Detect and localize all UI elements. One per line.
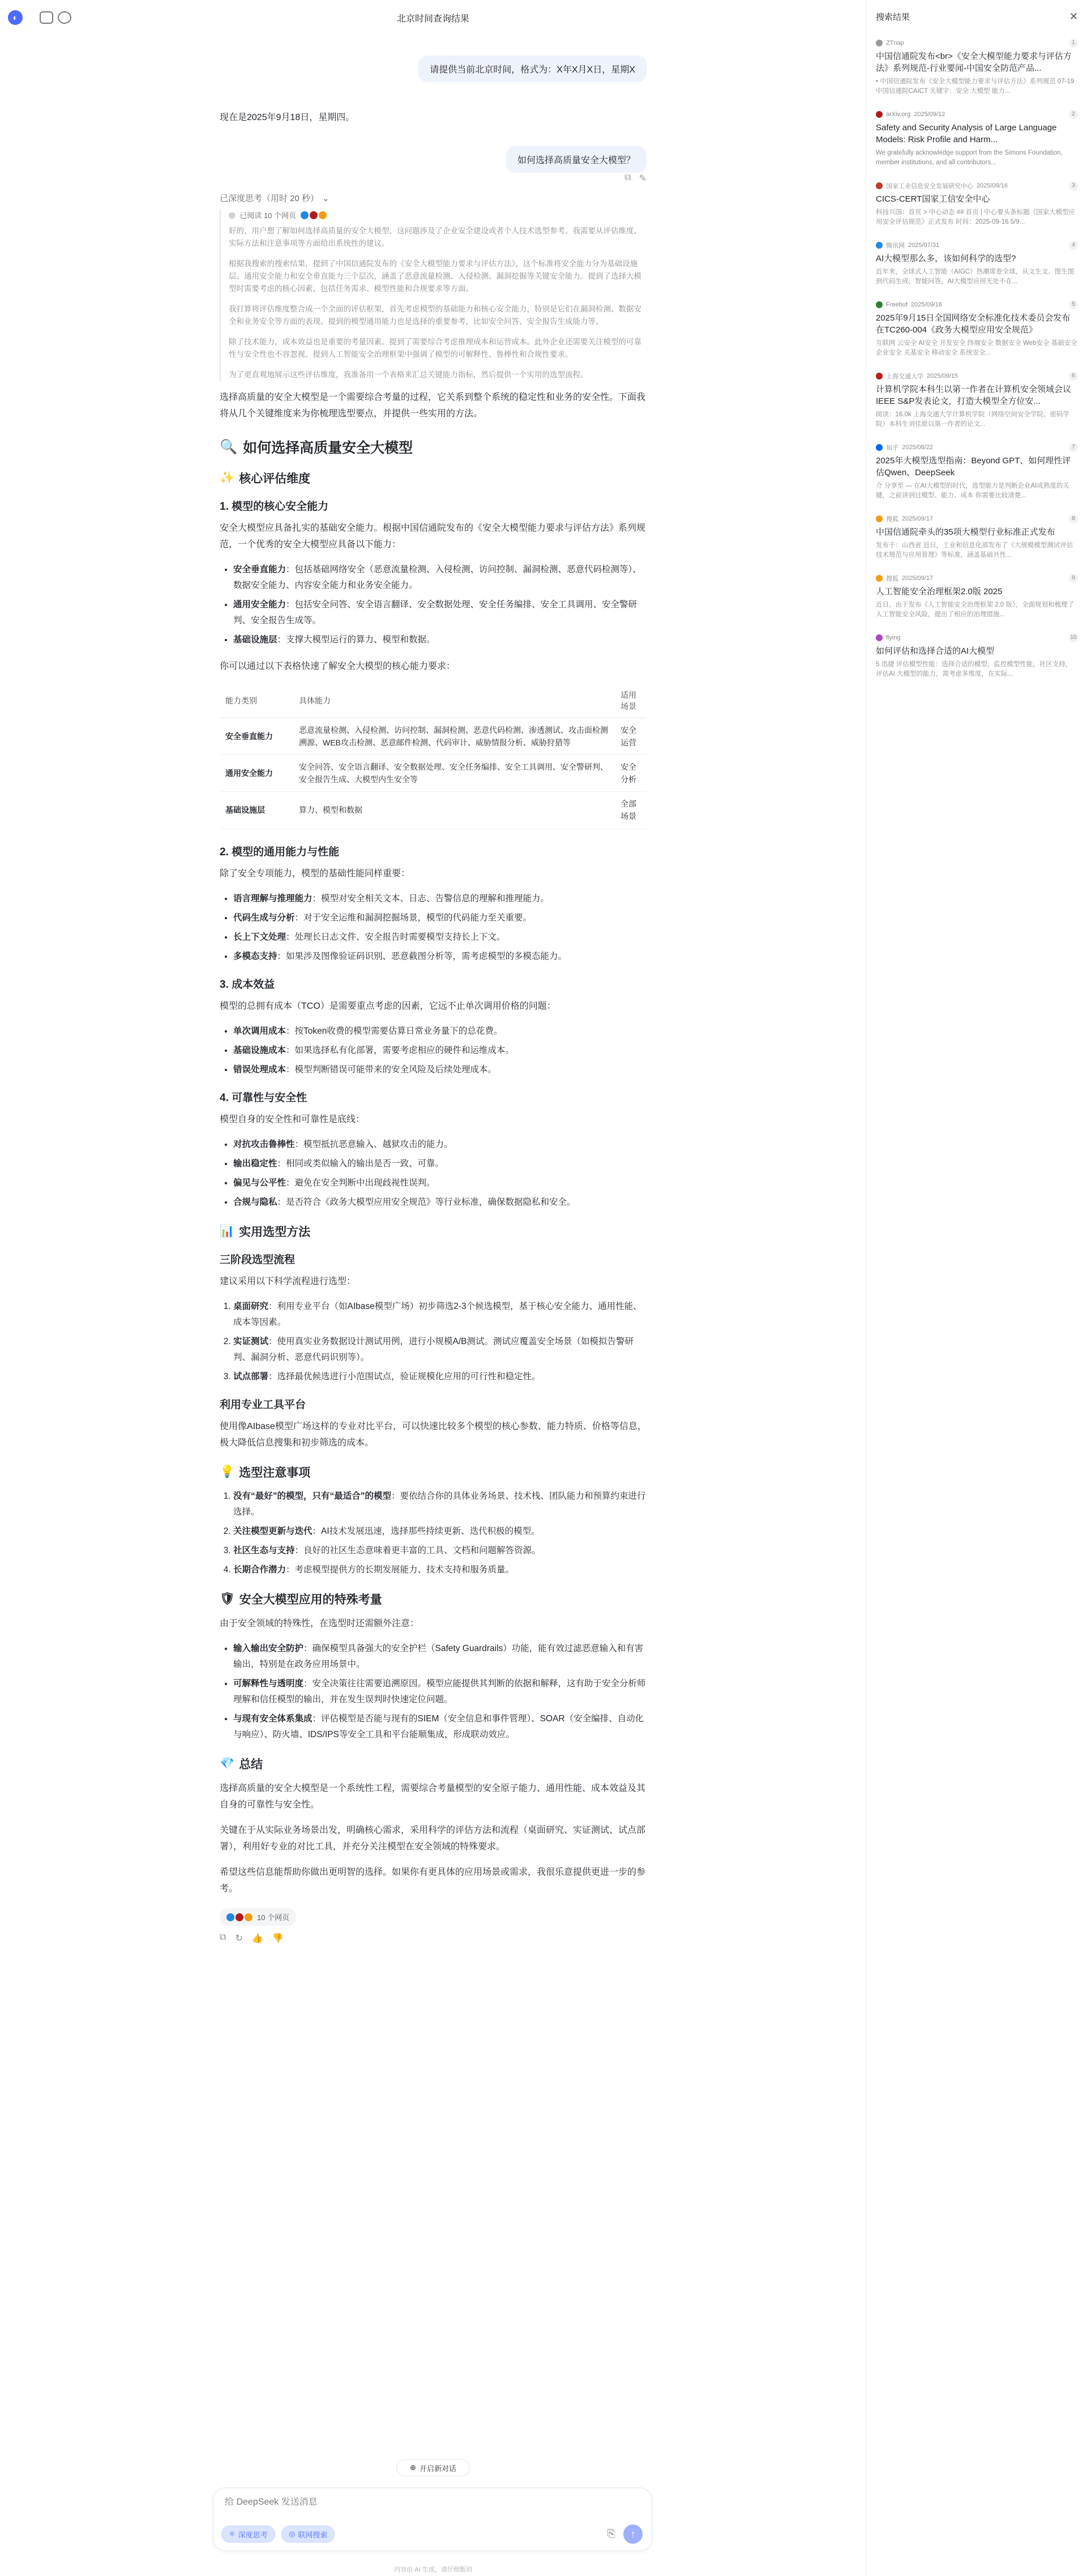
main-heading: 🔍 如何选择高质量安全大模型 xyxy=(220,438,413,456)
result-snippet: 科技兴国：首页 > 中心动态 ## 首页 | 中心要头条标题《国家大模型应用安全评估规范》正式发布 时间：2025-09-16 5/9... xyxy=(876,209,1076,225)
paragraph: 关键在于从实际业务场景出发，明确核心需求，采用科学的评估方法和流程（桌面研究、实证测试、试点部署），利用好专业的对比工具，并充分关注模型在安全领域的特殊要求。 xyxy=(220,1826,646,1852)
thinking-paragraph: 根据我搜索的搜索结果，提到了中国信通院发布的《安全大模型能力要求与评估方法》，这个标准将安全能力分为基础设施层、通用安全能力和安全垂直能力三个层次，涵盖了恶意流量检测、入侵检测、漏洞挖掘等关键安全能力。提到了选择大模型时需要考虑的核心因素，包括任务需求、模型性能和合规要求等方面。 xyxy=(229,259,641,293)
list-item-term: 通用安全能力 xyxy=(233,600,286,609)
site-favicon-icon xyxy=(876,634,883,641)
result-snippet: 阅读：16.0k 上海交通大学计算机学院（网络空间安全学院、密码学院）本科生刘佳原以第一作者的论文... xyxy=(876,411,1069,428)
site-favicon-icon xyxy=(876,444,883,451)
search-result-item[interactable] xyxy=(867,176,1087,235)
subsection-heading: 4. 可靠性与安全性 xyxy=(220,1092,307,1104)
result-site: arXiv.org xyxy=(886,111,911,118)
list-item xyxy=(233,1175,647,1191)
result-title[interactable]: Safety and Security Analysis of Large Language Models: Risk Profile and Harm... xyxy=(876,123,1057,144)
list-item-text: ：确保模型具备强大的安全护栏（Safety Guardrails）功能，能有效过滤恶意输入和有害输出，特别是在政务应用场景中。 xyxy=(233,1644,644,1669)
result-title[interactable]: 人工智能安全治理框架2.0版 2025 xyxy=(876,587,1003,596)
capability-table xyxy=(220,684,647,829)
list-item-term: 偏见与公平性 xyxy=(233,1178,286,1188)
magnifier-icon: 🔍 xyxy=(220,438,238,455)
list-item-text: ：模型抵抗恶意输入、越狱攻击的能力。 xyxy=(294,1140,453,1149)
section-heading: 📊 实用选型方法 xyxy=(220,1225,311,1239)
paragraph: 安全大模型应具备扎实的基础安全能力。根据中国信通院发布的《安全大模型能力要求与评估方法》系列规范，一个优秀的安全大模型应具备以下能力： xyxy=(220,523,646,549)
chat-thread xyxy=(220,35,647,1944)
search-result-item[interactable] xyxy=(867,366,1087,437)
subsection-heading: 2. 模型的通用能力与性能 xyxy=(220,846,340,858)
table-cell: 恶意流量检测、入侵检测、访问控制、漏洞检测、恶意代码检测、渗透测试、攻击面检测溯源、WEB攻击检测、恶意邮件检测、代码审计、威胁情报分析、威胁狩猎等 xyxy=(293,718,615,755)
table-cell: 通用安全能力 xyxy=(220,755,293,792)
list-item xyxy=(233,1137,647,1153)
list-item-term: 基础设施层 xyxy=(233,635,277,645)
list-item-term: 可解释性与透明度 xyxy=(233,1679,304,1688)
bullet-list xyxy=(233,1023,647,1078)
subsection-heading: 三阶段选型流程 xyxy=(220,1254,296,1266)
result-date: 2025/08/22 xyxy=(902,444,934,451)
user-message: 请提供当前北京时间，格式为：X年X月X日，星期X xyxy=(418,56,647,82)
regenerate-icon[interactable]: ↻ xyxy=(235,1934,243,1943)
copy-icon[interactable]: ⧉ xyxy=(624,173,631,182)
list-item-term: 输出稳定性 xyxy=(233,1159,277,1168)
atom-icon: ⚛ xyxy=(229,2530,236,2538)
sources-chip[interactable]: 10 个网页 xyxy=(220,1908,296,1926)
result-date: 2025/09/12 xyxy=(914,111,945,118)
list-item xyxy=(233,1334,647,1366)
result-snippet: 发布于：山西省 近日，工业和信息化部发布了《大规模模型测试评估技术规范与应用管理》等标准，涵盖基础共性... xyxy=(876,542,1073,558)
table-row xyxy=(220,755,647,792)
list-item-term: 合规与隐私 xyxy=(233,1197,277,1207)
list-item-text: ：良好的社区生态意味着更丰富的工具、文档和问题解答资源。 xyxy=(294,1546,541,1555)
list-item xyxy=(233,632,647,648)
thinking-content xyxy=(220,210,647,381)
result-title[interactable]: 如何评估和选择合适的AI大模型 xyxy=(876,646,995,656)
paragraph: 你可以通过以下表格快速了解安全大模型的核心能力要求： xyxy=(220,662,456,671)
result-index: 4 xyxy=(1069,241,1078,250)
paragraph: 模型的总拥有成本（TCO）是需要重点考虑的因素，它远不止单次调用价格的问题： xyxy=(220,1001,556,1011)
result-index: 1 xyxy=(1069,39,1078,48)
list-item-text: ：包括安全问答、安全语言翻译、安全数据处理、安全任务编排、安全工具调用、安全警研判、安全报告生成等。 xyxy=(233,600,637,625)
list-item xyxy=(233,1195,647,1210)
table-row xyxy=(220,718,647,755)
globe-icon: ◎ xyxy=(289,2530,296,2538)
list-item-text: ：相同或类似输入的输出是否一致、可靠。 xyxy=(277,1159,444,1168)
result-index: 5 xyxy=(1069,300,1078,309)
list-item-text: ：模型对安全相关文本、日志、告警信息的理解和推理能力。 xyxy=(312,894,550,903)
list-item-text: ：支撑大模型运行的算力、模型和数据。 xyxy=(277,635,435,645)
section-heading: 🛡 安全大模型应用的特殊考量 xyxy=(220,1592,382,1606)
list-item xyxy=(233,1062,647,1078)
list-item-text: ：对于安全运维和漏洞挖掘场景，模型的代码能力至关重要。 xyxy=(294,913,532,923)
list-item-text: ：处理长日志文件、安全报告时需要模型支持长上下文。 xyxy=(286,932,506,942)
result-meta xyxy=(876,443,1078,452)
result-index: 7 xyxy=(1069,443,1078,452)
list-item-term: 基础设施成本 xyxy=(233,1046,286,1055)
source-favicons xyxy=(301,211,327,219)
result-meta xyxy=(876,39,1078,48)
result-meta xyxy=(876,514,1078,523)
result-site: flying xyxy=(886,634,901,641)
result-meta xyxy=(876,110,1078,119)
list-item-text: ：利用专业平台（如AIbase模型广场）初步筛选2-3个候选模型，基于核心安全能力、通用性能、成本等因素。 xyxy=(233,1302,642,1327)
answer-actions xyxy=(220,1933,647,1944)
list-item-text: ：选择最优候选进行小范围试点，验证规模化应用的可行性和稳定性。 xyxy=(268,1372,541,1381)
web-search-toggle[interactable]: ◎ 联网搜索 xyxy=(281,2526,335,2543)
search-result-item[interactable] xyxy=(867,509,1087,568)
list-item xyxy=(233,1711,647,1743)
site-favicon-icon xyxy=(876,373,883,379)
thumbs-up-icon[interactable]: 👍 xyxy=(251,1934,263,1943)
list-item-term: 社区生态与支持 xyxy=(233,1546,295,1555)
list-item xyxy=(233,1043,647,1059)
result-title[interactable]: AI大模型那么多，该如何科学的选型? xyxy=(876,254,1016,263)
result-snippet: 介 分享至 — 在AI大模型的时代，选型能力是判断企业AI成熟度的关键，之前讲到过模型、能力、成本 你需要比较清楚... xyxy=(876,483,1069,499)
result-site: Freebuf xyxy=(886,301,908,308)
result-date: 2025/09/17 xyxy=(902,575,934,582)
new-conversation-button[interactable]: ⊕ 开启新对话 xyxy=(396,2459,470,2476)
result-index: 9 xyxy=(1069,574,1078,583)
result-meta xyxy=(876,574,1078,583)
thinking-paragraph: 我打算将评估维度整合成一个全面的评估框架，首先考虑模型的基础能力和核心安全能力，特别是它们在漏洞检测、数据安全和业务安全等方面的表现。提到的模型通用能力也是选择的重要参考，比如安全问答、安全报告生成能力等。 xyxy=(229,305,641,326)
list-item xyxy=(233,1299,647,1330)
list-item-text: ：模型判断错误可能带来的安全风险及后续处理成本。 xyxy=(286,1065,497,1074)
list-item xyxy=(233,597,647,629)
arrow-up-icon: ↑ xyxy=(630,2528,636,2540)
table-row xyxy=(220,792,647,829)
message-actions xyxy=(220,173,647,184)
chat-plus-icon: ⊕ xyxy=(410,2463,416,2472)
list-item xyxy=(233,1023,647,1039)
send-button[interactable] xyxy=(623,2524,643,2544)
paragraph: 希望这些信息能帮助你做出更明智的选择。如果你有更具体的应用场景或需求，我很乐意提供更进一步的参考。 xyxy=(220,1867,646,1893)
site-favicon-icon xyxy=(876,575,883,582)
list-item-text: ：避免在安全判断中出现歧视性误判。 xyxy=(286,1178,435,1188)
result-meta xyxy=(876,300,1078,309)
result-snippet: 5 迅捷 评估模型性能：选择合适的模型，监控模型性能，社区支持，评估AI 大模型的能力，需考虑多维度，在实际... xyxy=(876,661,1072,677)
list-item-text: ：安全决策往往需要追溯原因。模型应能提供其判断的依据和解释，这有助于安全分析师理解和信任模型的输出，并在发生误判时快速定位问题。 xyxy=(233,1679,646,1704)
list-item-text: ：使用真实业务数据设计测试用例，进行小规模A/B测试。测试应覆盖安全场景（如模拟告警研判、漏洞分析、恶意代码识别等）。 xyxy=(233,1337,634,1362)
search-result-item[interactable] xyxy=(867,437,1087,509)
table-header: 适用场景 xyxy=(615,684,647,718)
result-snippet: 近日，由于发布《人工智能安全治理框架 2.0 版》，全面规划和梳理了人工智能安全风险，提出了相应的治理措施... xyxy=(876,602,1075,618)
result-title[interactable]: 2025年大模型选型指南：Beyond GPT、如何理性评估Qwen、DeepSeek xyxy=(876,456,1071,477)
shield-icon: 🛡 xyxy=(220,1592,235,1605)
table-cell: 安全垂直能力 xyxy=(220,718,293,755)
subsection-heading: 1. 模型的核心安全能力 xyxy=(220,501,329,513)
list-item xyxy=(233,1676,647,1708)
table-header: 具体能力 xyxy=(293,684,615,718)
table-cell: 全部场景 xyxy=(615,792,647,829)
conversation-title: 北京时间查询结果 xyxy=(396,14,469,24)
result-site: 搜狐 xyxy=(886,516,898,523)
lightbulb-icon: 💡 xyxy=(220,1465,235,1478)
result-index: 8 xyxy=(1069,514,1078,523)
section-heading: ✨ 核心评估维度 xyxy=(220,471,311,485)
result-title[interactable]: CICS-CERT国家工信安全中心 xyxy=(876,194,990,204)
list-item xyxy=(233,891,647,907)
numbered-list xyxy=(233,1299,647,1385)
paperclip-icon[interactable]: ⎘ xyxy=(607,2528,615,2539)
result-snippet: We gratefully acknowledge support from the Simons Foundation, member institutions, and all contributors... xyxy=(876,150,1063,166)
bullet-list xyxy=(233,891,647,965)
table-cell: 安全问答、安全语言翻译、安全数据处理、安全任务编排、安全工具调用、安全警研判、安全报告生成、大模型内生安全等 xyxy=(293,755,615,792)
message-input[interactable] xyxy=(225,2497,621,2507)
edit-icon[interactable]: ✎ xyxy=(639,174,647,184)
chevron-down-icon: ⌄ xyxy=(322,193,329,203)
list-item-term: 代码生成与分析 xyxy=(233,913,295,923)
list-item xyxy=(233,562,647,594)
list-item xyxy=(233,1369,647,1385)
thinking-label: 已深度思考（用时 20 秒） xyxy=(220,194,319,203)
result-meta xyxy=(876,181,1078,190)
chart-icon: 📊 xyxy=(220,1225,235,1238)
user-message: 如何选择高质量安全大模型？ xyxy=(506,146,647,173)
ai-disclaimer: 内容由 AI 生成，请仔细甄别 xyxy=(394,2566,472,2573)
result-site: 知乎 xyxy=(886,445,898,451)
list-item-term: 关注模型更新与迭代 xyxy=(233,1526,313,1536)
list-item-term: 错误处理成本 xyxy=(233,1065,286,1074)
result-title[interactable]: 计算机学院本科生以第一作者在计算机安全领域会议IEEE S&P发表论文，打造大模型全方位安... xyxy=(876,385,1072,406)
list-item-term: 安全垂直能力 xyxy=(233,565,286,574)
sparkle-icon: ✨ xyxy=(220,471,235,484)
result-site: 国家工业信息安全发展研究中心 xyxy=(886,183,973,190)
result-meta xyxy=(876,633,1078,642)
assistant-answer: 现在是2025年9月18日，星期四。 xyxy=(220,113,355,122)
list-item-term: 输入输出安全防护 xyxy=(233,1644,304,1653)
list-item-term: 没有“最好”的模型，只有“最适合”的模型 xyxy=(233,1491,392,1501)
table-cell: 安全分析 xyxy=(615,755,647,792)
result-title[interactable]: 中国信通院发布<br>《安全大模型能力要求与评估方法》系列规范-行业要闻-中国安全防范产品... xyxy=(876,52,1072,73)
site-favicon-icon xyxy=(876,242,883,249)
search-results-panel xyxy=(866,0,1087,2576)
list-item-term: 实证测试 xyxy=(233,1337,269,1346)
section-heading: 💎 总结 xyxy=(220,1757,263,1771)
close-icon[interactable]: ✕ xyxy=(1069,10,1078,22)
paragraph: 除了安全专项能力，模型的基础性能同样重要： xyxy=(220,869,410,878)
numbered-list xyxy=(233,1489,647,1578)
source-favicons xyxy=(226,1913,253,1921)
list-item-text: ：如果涉及图像验证码识别、恶意截图分析等，需考虑模型的多模态能力。 xyxy=(277,952,567,961)
result-date: 2025/09/16 xyxy=(910,301,942,308)
result-meta xyxy=(876,372,1078,381)
result-meta xyxy=(876,241,1078,250)
search-result-item[interactable] xyxy=(867,568,1087,628)
list-item xyxy=(233,929,647,945)
message-composer xyxy=(213,2488,652,2551)
copy-icon[interactable]: ⧉ xyxy=(220,1933,226,1942)
result-site: 搜狐 xyxy=(886,575,898,582)
result-date: 2025/09/16 xyxy=(977,182,1008,189)
result-snippet: 近年来，全球式人工智能（AIGC）热潮席卷全球，从文生文、图生图到代码生成、智能问答，AI大模型应用无处不在... xyxy=(876,268,1075,285)
top-bar xyxy=(0,0,866,35)
list-item xyxy=(233,949,647,965)
bullet-list xyxy=(233,562,647,648)
site-favicon-icon xyxy=(876,111,883,118)
list-item-term: 单次调用成本 xyxy=(233,1026,286,1036)
list-item xyxy=(233,1156,647,1172)
list-item-term: 多模态支持 xyxy=(233,952,277,961)
result-date: 2025/09/15 xyxy=(927,373,958,379)
search-summary[interactable]: ◎ 已阅读 10 个网页 xyxy=(229,210,647,220)
result-date: 2025/09/17 xyxy=(902,515,934,522)
result-site: 上海交通大学 xyxy=(886,373,923,380)
result-index: 3 xyxy=(1069,181,1078,190)
thinking-paragraph: 好的，用户想了解如何选择高质量的安全大模型。这问题涉及了企业安全建设或者个人技术选型参考。我需要从评估维度、实际方法和注意事项等方面给出系统性的建议。 xyxy=(229,227,641,248)
list-item-text: ：要依结合你的具体业务场景、技术栈、团队能力和预算约束进行选择。 xyxy=(233,1491,646,1517)
result-title[interactable]: 2025年9月15日全国网络安全标准化技术委员会发布在TC260-004《政务大模型应用安全规范》 xyxy=(876,313,1071,335)
list-item-text: ：考虑模型提供方的长期发展能力、技术支持和服务质量。 xyxy=(286,1565,515,1575)
list-item-text: ：AI技术发展迅速，选择那些持续更新、迭代积极的模型。 xyxy=(312,1526,540,1536)
thumbs-down-icon[interactable]: 👎 xyxy=(272,1934,284,1943)
paragraph: 由于安全领域的特殊性，在选型时还需额外注意： xyxy=(220,1619,420,1628)
result-snippet: • 中国信通院发布《安全大模型能力要求与评估方法》系列规范 07-19 中国信通院CAICT 关键字：安全 大模型 能力... xyxy=(876,78,1075,95)
list-item-term: 长期合作潜力 xyxy=(233,1565,286,1575)
result-site: 腾讯网 xyxy=(886,242,905,249)
list-item-term: 桌面研究 xyxy=(233,1302,269,1311)
list-item-text: ：是否符合《政务大模型应用安全规范》等行业标准，确保数据隐私和安全。 xyxy=(277,1197,576,1207)
list-item xyxy=(233,1489,647,1520)
diamond-icon: 💎 xyxy=(220,1757,235,1770)
search-result-item[interactable] xyxy=(867,628,1087,687)
search-result-item[interactable] xyxy=(867,104,1087,176)
list-item-text: ：评估模型是否能与现有的SIEM（安全信息和事件管理）、SOAR（安全编排、自动化与响应）、防火墙、IDS/IPS等安全工具和平台能顺集成，形成联动效应。 xyxy=(233,1714,644,1739)
list-item-term: 长上下文处理 xyxy=(233,932,286,942)
deep-think-toggle[interactable]: ⚛ 深度思考 xyxy=(221,2526,275,2543)
section-heading: 💡 选型注意事项 xyxy=(220,1465,311,1479)
deepseek-logo-icon[interactable]: ◐ xyxy=(8,10,23,25)
result-snippet: 互联网 云安全 AI安全 开发安全 终端安全 数据安全 Web安全 基础安全 企业安全 关基安全 移动安全 系统安全... xyxy=(876,340,1077,356)
table-cell: 算力、模型和数据 xyxy=(293,792,615,829)
intro-paragraph: 选择高质量的安全大模型是一个需要综合考量的过程，它关系到整个系统的稳定性和业务的安全性。下面我将从几个关键维度来为你梳理选型要点，并提供一些实用的方法。 xyxy=(220,393,646,419)
list-item-text: ：按Token收费的模型需要估算日常业务量下的总花费。 xyxy=(286,1026,503,1036)
result-date: 2025/07/31 xyxy=(908,242,940,249)
list-item xyxy=(233,910,647,926)
subsection-heading: 利用专业工具平台 xyxy=(220,1399,306,1411)
result-index: 2 xyxy=(1069,110,1078,119)
site-favicon-icon xyxy=(876,40,883,46)
list-item xyxy=(233,1543,647,1559)
site-favicon-icon xyxy=(876,301,883,308)
thinking-paragraph: 除了技术能力，成本效益也是重要的考量因素。提到了需要综合考虑推理成本和运营成本。此外企业还需要关注模型的可靠性与安全性也不容忽视。提到人工智能安全治理框架中强调了模型的可解释性、鲁棒性和合规性要求。 xyxy=(229,338,641,359)
search-result-item[interactable] xyxy=(867,295,1087,366)
list-item xyxy=(233,1524,647,1539)
result-site: ZTnap xyxy=(886,40,904,46)
result-index: 10 xyxy=(1069,633,1078,642)
paragraph: 选择高质量的安全大模型是一个系统性工程，需要综合考量模型的安全原子能力、通用性能、成本效益及其自身的可靠性与安全性。 xyxy=(220,1784,646,1810)
paragraph: 使用像AIbase模型广场这样的专业对比平台，可以快速比较多个模型的核心参数、能力特质、价格等信息，极大降低信息搜集和初步筛选的成本。 xyxy=(220,1422,647,1448)
paragraph: 模型自身的安全性和可靠性是底线： xyxy=(220,1115,365,1124)
list-item-term: 对抗攻击鲁棒性 xyxy=(233,1140,295,1149)
result-index: 6 xyxy=(1069,372,1078,381)
search-result-item[interactable] xyxy=(867,235,1087,295)
result-title[interactable]: 中国信通院牵头的35项大模型行业标准正式发布 xyxy=(876,527,1055,537)
subsection-heading: 3. 成本效益 xyxy=(220,979,275,991)
list-item-term: 与现有安全体系集成 xyxy=(233,1714,313,1724)
table-cell: 安全运营 xyxy=(615,718,647,755)
list-item-term: 试点部署 xyxy=(233,1372,269,1381)
thinking-paragraph: 为了更直观地展示这些评估维度，我准备用一个表格来汇总关键能力指标，然后提供一个实用的选型流程。 xyxy=(229,370,588,379)
site-favicon-icon xyxy=(876,515,883,522)
panel-title: 搜索结果 xyxy=(876,12,910,22)
bullet-list xyxy=(233,1137,647,1210)
list-item-text: ：包括基础网络安全（恶意流量检测、入侵检测、访问控制、漏洞检测、恶意代码检测等）、数据安全能力、内容安全能力和业务安全能力。 xyxy=(233,565,641,590)
paragraph: 建议采用以下科学流程进行选型： xyxy=(220,1277,356,1286)
table-header: 能力类别 xyxy=(220,684,293,718)
thinking-toggle[interactable] xyxy=(220,192,647,204)
globe-icon: ◎ xyxy=(229,210,236,219)
list-item-text: ：如果选择私有化部署，需要考虑相应的硬件和运维成本。 xyxy=(286,1046,515,1055)
site-favicon-icon xyxy=(876,182,883,189)
list-item-term: 语言理解与推理能力 xyxy=(233,894,313,903)
list-item xyxy=(233,1641,647,1673)
search-result-item[interactable] xyxy=(867,33,1087,104)
table-cell: 基础设施层 xyxy=(220,792,293,829)
bullet-list xyxy=(233,1641,647,1743)
list-item xyxy=(233,1562,647,1578)
